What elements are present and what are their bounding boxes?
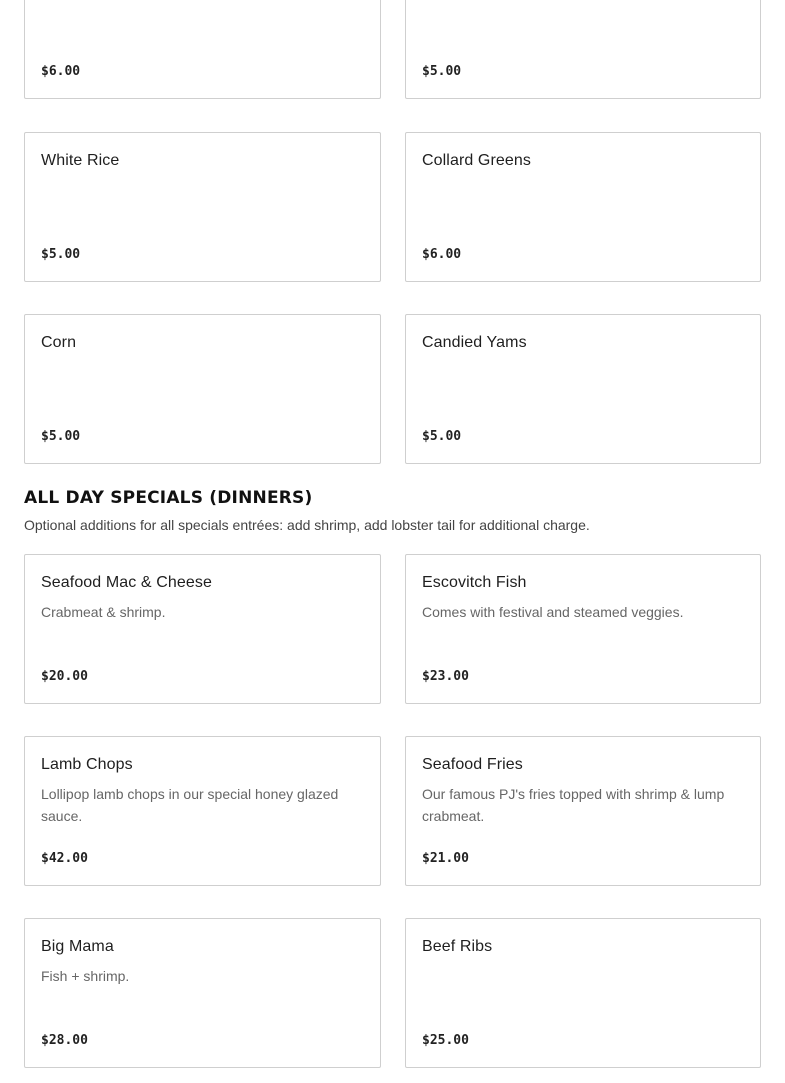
menu-item-price: $25.00 <box>422 1033 469 1048</box>
menu-item-description: Comes with festival and steamed veggies. <box>422 604 684 620</box>
menu-item-price: $42.00 <box>41 851 88 866</box>
menu-item-description: Crabmeat & shrimp. <box>41 604 166 620</box>
menu-item-card[interactable] <box>405 918 761 1068</box>
menu-item-card[interactable] <box>405 736 761 886</box>
menu-item-price: $5.00 <box>422 429 462 444</box>
menu-item-price: $23.00 <box>422 669 469 684</box>
menu-item-card[interactable] <box>405 554 761 704</box>
menu-item-name: Collard Greens <box>422 152 532 169</box>
menu-item-description: Lollipop lamb chops in our special honey glazed sauce. <box>41 786 339 824</box>
menu-item-name: Lamb Chops <box>41 756 133 773</box>
menu-item-card[interactable] <box>24 314 381 464</box>
menu-item-name: Corn <box>41 334 77 351</box>
menu-item-price: $21.00 <box>422 851 469 866</box>
menu-item-card[interactable] <box>24 554 381 704</box>
menu-item-card[interactable] <box>24 918 381 1068</box>
menu-item-price: $6.00 <box>422 247 462 262</box>
menu-item-card[interactable] <box>24 0 381 99</box>
menu-item-card[interactable] <box>24 736 381 886</box>
menu-item-name: Beef Ribs <box>422 938 493 955</box>
menu-item-price: $5.00 <box>422 64 462 79</box>
section-subtitle: Optional additions for all specials entrées: add shrimp, add lobster tail for additional charge. <box>24 517 590 533</box>
menu-item-card[interactable] <box>405 0 761 99</box>
section-title: ALL DAY SPECIALS (DINNERS) <box>24 488 313 508</box>
menu-item-card[interactable] <box>405 314 761 464</box>
menu-item-price: $5.00 <box>41 429 81 444</box>
menu-item-card[interactable] <box>405 132 761 282</box>
menu-item-price: $20.00 <box>41 669 88 684</box>
menu-item-card[interactable] <box>24 132 381 282</box>
menu-item-price: $5.00 <box>41 247 81 262</box>
menu-item-name: Seafood Mac & Cheese <box>41 574 212 591</box>
menu-item-price: $6.00 <box>41 64 81 79</box>
menu-item-name: Candied Yams <box>422 334 527 351</box>
menu-item-description: Our famous PJ's fries topped with shrimp & lump crabmeat. <box>422 786 725 824</box>
menu-item-name: Big Mama <box>41 938 114 955</box>
menu-item-name: Seafood Fries <box>422 756 523 773</box>
menu-item-description: Fish + shrimp. <box>41 968 130 984</box>
menu-item-name: White Rice <box>41 152 120 169</box>
menu-item-name: Escovitch Fish <box>422 574 527 591</box>
menu-item-price: $28.00 <box>41 1033 88 1048</box>
